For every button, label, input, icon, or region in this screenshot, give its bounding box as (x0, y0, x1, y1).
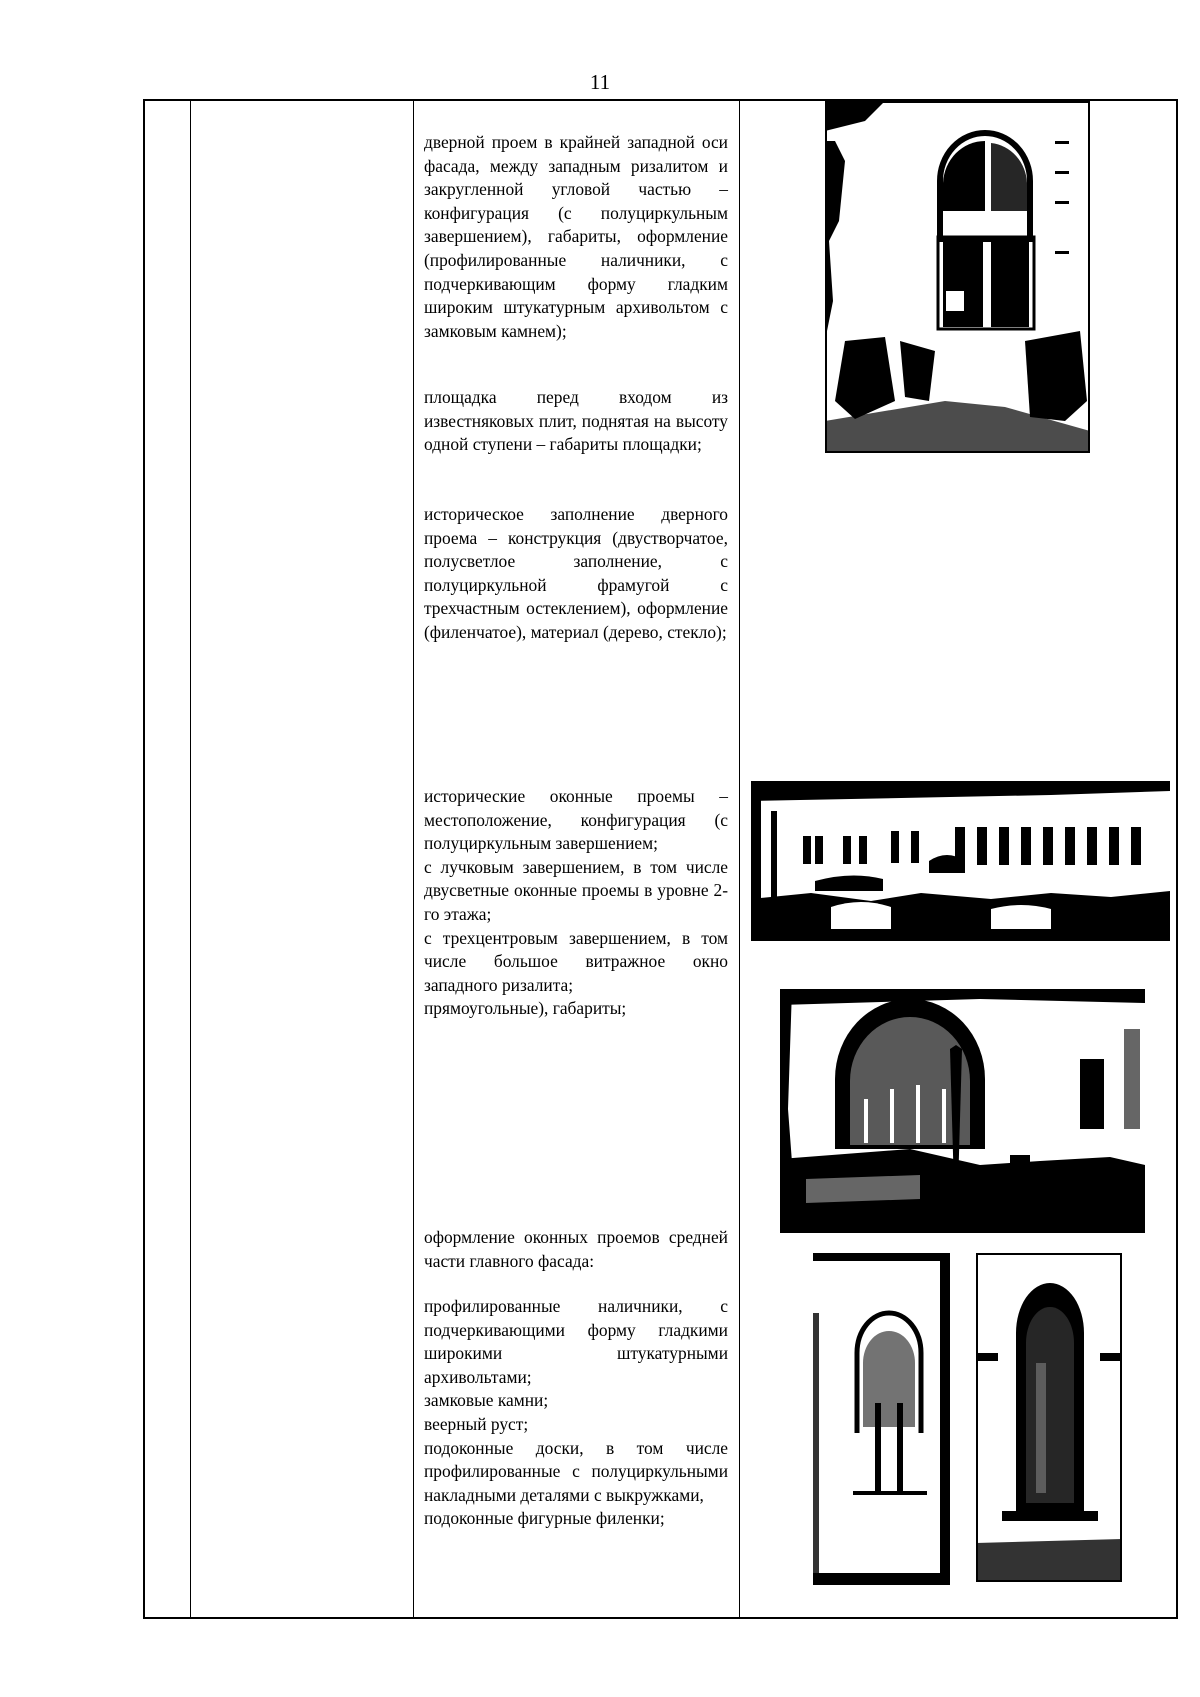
doorway-photo (825, 101, 1090, 453)
door-filling-description: историческое заполнение дверного проема – конструкция (двустворчатое, полусветлое заполнение, с полуциркульной фрамугой с трехчастным остеклением), оформление (филенчатое), материал (дерево, стекло); (424, 504, 728, 642)
window-openings-line: с лучковым завершением, в том числе двусветные оконные проемы в уровне 2-го этажа; (424, 856, 728, 924)
window-detail-photo-right (976, 1253, 1122, 1582)
window-decoration-item: веерный руст; (424, 1413, 529, 1434)
window-decoration-item: профилированные наличники, с подчеркивающими форму гладкими широкими штукатурными архивольтами; (424, 1296, 728, 1387)
window-decoration-list (424, 1295, 728, 1531)
platform-description: площадка перед входом из известняковых плит, поднятая на высоту одной ступени – габариты площадки; (424, 387, 728, 455)
column-divider-1 (190, 99, 191, 1619)
column-divider-2 (413, 99, 414, 1619)
window-decoration-item: замковые камни; (424, 1390, 549, 1411)
column-divider-3 (739, 99, 740, 1619)
arched-window-photo (780, 989, 1145, 1233)
window-openings-description (424, 785, 728, 1021)
window-openings-line: прямоугольные), габариты; (424, 998, 627, 1019)
facade-street-photo (751, 781, 1170, 941)
doorway-description: дверной проем в крайней западной оси фасада, между западным ризалитом и закругленной угловой частью – конфигурация (с полуциркульным завершением), габариты, оформление (профилированные наличники, с подчеркивающим форму гладким широким штукатурным архивольтом с замковым камнем); (424, 132, 728, 341)
window-decoration-heading: оформление оконных проемов средней части главного фасада: (424, 1227, 728, 1271)
window-detail-photo-left (813, 1253, 950, 1585)
window-decoration-item: подоконные фигурные филенки; (424, 1508, 665, 1529)
page-number: 11 (589, 70, 611, 94)
window-openings-line: с трехцентровым завершением, в том числе большое витражное окно западного ризалита; (424, 927, 728, 995)
window-openings-line: исторические оконные проемы – местоположение, конфигурация (с полуциркульным завершением; (424, 786, 728, 854)
window-decoration-item: подоконные доски, в том числе профилированные с полуциркульными накладными деталями с выкружками, (424, 1437, 728, 1505)
